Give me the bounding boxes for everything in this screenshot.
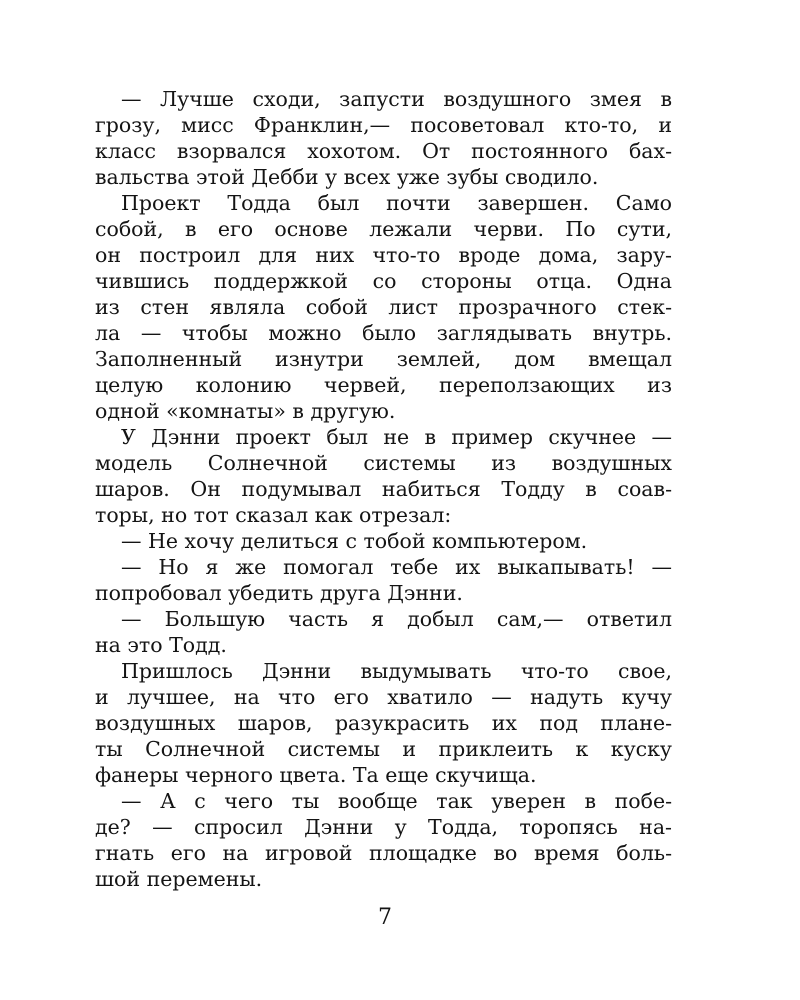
- text-line: воздушных шаров, разукрасить их под плане-: [95, 711, 672, 735]
- text-line: — Большую часть я добыл сам,— ответил: [121, 607, 672, 631]
- text-line: Пришлось Дэнни выдумывать что-то свое,: [121, 659, 672, 683]
- text-line: попробовал убедить друга Дэнни.: [95, 581, 463, 605]
- page-text: [95, 86, 672, 892]
- text-line: одной «комнаты» в другую.: [95, 399, 396, 423]
- text-line: Проект Тодда был почти завершен. Само: [121, 191, 672, 215]
- text-line: грозу, мисс Франклин,— посоветовал кто-то, и: [95, 113, 672, 137]
- text-line: — Не хочу делиться с тобой компьютером.: [121, 529, 588, 553]
- text-line: целую колонию червей, переползающих из: [95, 373, 672, 397]
- text-line: — Но я же помогал тебе их выкапывать! —: [121, 555, 672, 579]
- text-line: де? — спросил Дэнни у Тодда, торопясь на-: [95, 815, 672, 839]
- text-line: из стен являла собой лист прозрачного стек-: [95, 295, 672, 319]
- text-line: шаров. Он подумывал набиться Тодду в соав-: [95, 477, 672, 501]
- text-line: Заполненный изнутри землей, дом вмещал: [95, 347, 672, 371]
- text-line: чившись поддержкой со стороны отца. Одна: [95, 269, 672, 293]
- text-line: собой, в его основе лежали черви. По сути,: [95, 217, 672, 241]
- text-line: ты Солнечной системы и приклеить к куску: [95, 737, 672, 761]
- text-line: модель Солнечной системы из воздушных: [95, 451, 672, 475]
- text-line: ла — чтобы можно было заглядывать внутрь.: [95, 321, 672, 345]
- text-line: на это Тодд.: [95, 633, 227, 657]
- text-line: класс взорвался хохотом. От постоянного бах-: [95, 139, 672, 163]
- text-line: и лучшее, на что его хватило — надуть кучу: [95, 685, 672, 709]
- text-line: он построил для них что-то вроде дома, зару-: [95, 243, 672, 267]
- text-line: — Лучше сходи, запусти воздушного змея в: [121, 87, 672, 111]
- text-line: торы, но тот сказал как отрезал:: [95, 503, 452, 527]
- text-line: фанеры черного цвета. Та еще скучища.: [95, 763, 537, 787]
- text-line: — А с чего ты вообще так уверен в побе-: [121, 789, 672, 813]
- page-number: 7: [378, 905, 392, 930]
- text-line: гнать его на игровой площадке во время боль-: [95, 841, 672, 865]
- text-line: У Дэнни проект был не в пример скучнее —: [121, 425, 672, 449]
- text-line: вальства этой Дебби у всех уже зубы сводило.: [95, 165, 599, 189]
- text-line: шой перемены.: [95, 867, 263, 891]
